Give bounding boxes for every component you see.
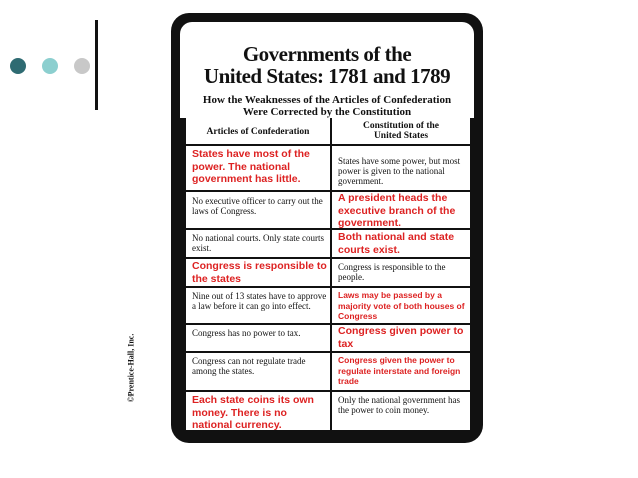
title-line-1: Governments of the — [242, 42, 412, 66]
row-7-left-text: Congress can not regulate trade among the states. — [192, 356, 306, 376]
title-line-2: United States: 1781 and 1789 — [203, 64, 451, 88]
row-8-right — [332, 392, 470, 430]
row-3-right — [332, 230, 470, 257]
row-2-left — [186, 192, 330, 228]
light-teal-dot — [42, 58, 58, 74]
row-2-right — [332, 192, 470, 228]
slide-decoration-dots — [10, 58, 90, 74]
subtitle-line-1: How the Weaknesses of the Articles of Confederation — [202, 94, 452, 106]
row-8-left-text: Each state coins its own money. There is no national currency. — [192, 394, 314, 430]
row-2-right-text: A president heads the executive branch of the government. — [338, 192, 456, 228]
row-7-right-text: Congress given the power to regulate interstate and foreign trade — [338, 355, 461, 386]
row-7-left — [186, 353, 330, 390]
copyright-notice: ©Prentice-Hall, Inc. — [126, 333, 136, 402]
header-right-label-2: United States — [373, 131, 429, 141]
row-5-right — [332, 288, 470, 323]
header-right — [332, 118, 470, 144]
row-5-left — [186, 288, 330, 323]
row-1-left — [186, 146, 330, 190]
row-8-right-text: Only the national government has the power to coin money. — [338, 395, 460, 415]
row-5-left-text: Nine out of 13 states have to approve a law before it can go into effect. — [192, 291, 327, 311]
comparison-table — [180, 118, 476, 436]
row-7-right — [332, 353, 470, 390]
row-8-left — [186, 392, 330, 430]
row-6-right-text: Congress given power to tax — [338, 325, 464, 350]
row-5-right-text: Laws may be passed by a majority vote of both houses of Congress — [338, 290, 465, 321]
row-6-left — [186, 325, 330, 351]
row-3-left — [186, 230, 330, 257]
row-1-right — [332, 146, 470, 190]
vertical-rule — [95, 20, 98, 110]
row-3-left-text: No national courts. Only state courts exist. — [192, 233, 324, 253]
row-4-left-text: Congress is responsible to the states — [192, 260, 327, 285]
header-left — [186, 118, 330, 144]
row-4-right — [332, 259, 470, 286]
header-left-label: Articles of Confederation — [206, 127, 310, 137]
row-4-right-text: Congress is responsible to the people. — [338, 262, 446, 282]
row-6-right — [332, 325, 470, 351]
subtitle-line-2: Were Corrected by the Constitution — [242, 106, 412, 118]
row-3-right-text: Both national and state courts exist. — [338, 231, 455, 256]
row-1-left-text: States have most of the power. The national government has little. — [192, 148, 310, 185]
row-6-left-text: Congress has no power to tax. — [192, 328, 301, 338]
row-4-left — [186, 259, 330, 286]
teal-dot — [10, 58, 26, 74]
header-right-label-1: Constitution of the — [362, 121, 439, 131]
gray-dot — [74, 58, 90, 74]
row-1-right-text: States have some power, but most power is given to the national government. — [338, 156, 461, 186]
row-2-left-text: No executive officer to carry out the laws of Congress. — [192, 196, 323, 216]
